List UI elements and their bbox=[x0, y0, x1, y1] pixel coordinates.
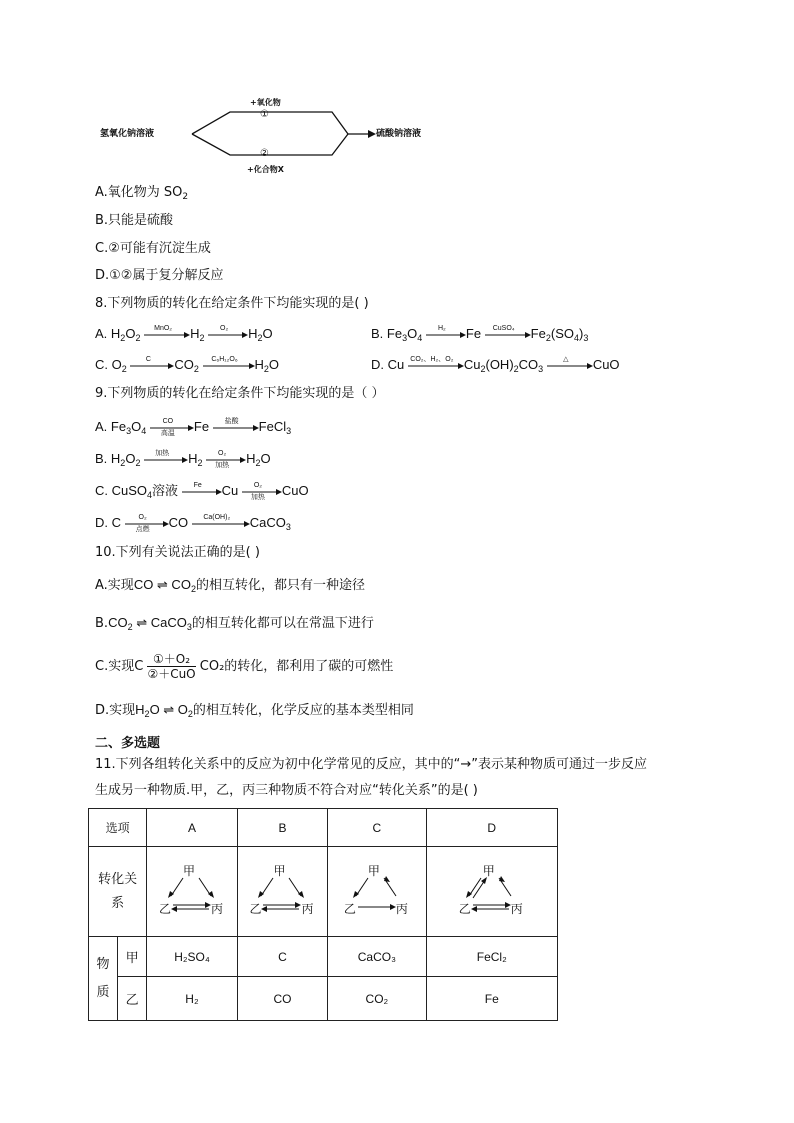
conversion-diagram bbox=[100, 92, 440, 176]
q9-option-c: C. CuSO$_4$溶液 Fe Cu O₂ 加热 CuO bbox=[95, 481, 309, 501]
diagram-left-label: 氢氧化钠溶液 bbox=[100, 129, 155, 139]
cell-d-yi: Fe bbox=[426, 977, 557, 1021]
substance-label: 物 质 bbox=[89, 937, 118, 1021]
q7-option-c: C.②可能有沉淀生成 bbox=[95, 241, 211, 256]
q11-stem-line2: 生成另一种物质.甲，乙，丙三种物质不符合对应“转化关系”的是( ) bbox=[95, 783, 478, 798]
relation-diagram-d: 甲 乙 丙 bbox=[426, 847, 557, 937]
yi-row bbox=[89, 977, 558, 1021]
q7-option-a: A.氧化物为 $SO_2$ bbox=[95, 185, 189, 202]
q9-option-d: D. C O₂ 点燃 CO Ca(OH)₂ CaCO$_3$ bbox=[95, 513, 291, 533]
q7-option-d: D.①②属于复分解反应 bbox=[95, 268, 224, 283]
relation-diagram-b: 甲 乙 丙 bbox=[237, 847, 328, 937]
q9-stem: 9.下列物质的转化在给定条件下均能实现的是（ ） bbox=[95, 386, 385, 401]
cell-a-yi: H₂ bbox=[147, 977, 238, 1021]
q7-option-b: B.只能是硫酸 bbox=[95, 213, 174, 228]
diagram-bottom-label: +化合物X bbox=[247, 165, 284, 174]
diagram-top-label: +氧化物 bbox=[250, 98, 281, 107]
q8-option-c: C. $O_2$ C $CO_2$ C₆H₁₂O₆ $H_2O$ bbox=[95, 355, 280, 374]
q8-option-a: A. $H_2O_2$ MnO₂ $H_2$ O₂ $H_2O$ bbox=[95, 324, 273, 343]
q8-option-d: D. Cu CO₂、H₂、O₂ $Cu_2(OH)_2CO_3$ △ CuO bbox=[371, 355, 620, 374]
q8-option-b: B. $Fe_3O_4$ H₂ Fe CuSO₄ $Fe_2(SO_4)_3$ bbox=[371, 324, 589, 343]
q10-option-c: C.实现C $\frac{\text{①＋O₂}}{\text{②＋CuO}}$ CO₂的转化，都利用了碳的可燃性 bbox=[95, 652, 394, 681]
q10-stem: 10.下列有关说法正确的是( ) bbox=[95, 545, 260, 560]
diagram-bottom-number: ② bbox=[260, 148, 269, 159]
options-table bbox=[88, 808, 558, 1021]
relation-label: 转化关 系 bbox=[89, 847, 147, 937]
header-b: B bbox=[237, 809, 328, 847]
cell-a-jia: H₂SO₄ bbox=[147, 937, 238, 977]
header-option: 选项 bbox=[89, 809, 147, 847]
q10-option-a: A.实现CO ⇌ $CO_2$的相互转化，都只有一种途径 bbox=[95, 577, 365, 594]
jia-row bbox=[89, 937, 558, 977]
cell-b-jia: C bbox=[237, 937, 328, 977]
relation-diagram-a: 甲 乙 丙 bbox=[147, 847, 238, 937]
cell-d-jia: FeCl₂ bbox=[426, 937, 557, 977]
row-label-yi: 乙 bbox=[118, 977, 147, 1021]
cell-c-jia: CaCO₃ bbox=[328, 937, 426, 977]
q10-option-b: $B.CO_2$ ⇌ CaCO$_3$的相互转化都可以在常温下进行 bbox=[95, 615, 374, 632]
cell-c-yi: CO₂ bbox=[328, 977, 426, 1021]
header-c: C bbox=[328, 809, 426, 847]
q10-option-d: D.实现$H_2O$ ⇌ $O_2$的相互转化，化学反应的基本类型相同 bbox=[95, 702, 414, 719]
q11-stem-line1: 11.下列各组转化关系中的反应为初中化学常见的反应，其中的“→”表示某种物质可通过一步反应 bbox=[95, 757, 648, 772]
q8-stem: 8.下列物质的转化在给定条件下均能实现的是( ) bbox=[95, 296, 369, 311]
row-label-jia: 甲 bbox=[118, 937, 147, 977]
header-d: D bbox=[426, 809, 557, 847]
q9-option-a: A. $Fe_3O_4$ CO 高温 Fe 盐酸 FeCl$_3$ bbox=[95, 417, 292, 437]
q9-option-b: B. $H_2O_2$ 加热 $H_2$ O₂ 加热 $H_2O$ bbox=[95, 449, 271, 469]
relation-row bbox=[89, 847, 558, 937]
table-header-row bbox=[89, 809, 558, 847]
cell-b-yi: CO bbox=[237, 977, 328, 1021]
header-a: A bbox=[147, 809, 238, 847]
relation-diagram-c: 甲 乙 丙 bbox=[328, 847, 426, 937]
section-title: 二、多选题 bbox=[95, 736, 161, 751]
diagram-right-label: 硫酸钠溶液 bbox=[376, 129, 422, 139]
diagram-top-number: ① bbox=[260, 109, 269, 120]
